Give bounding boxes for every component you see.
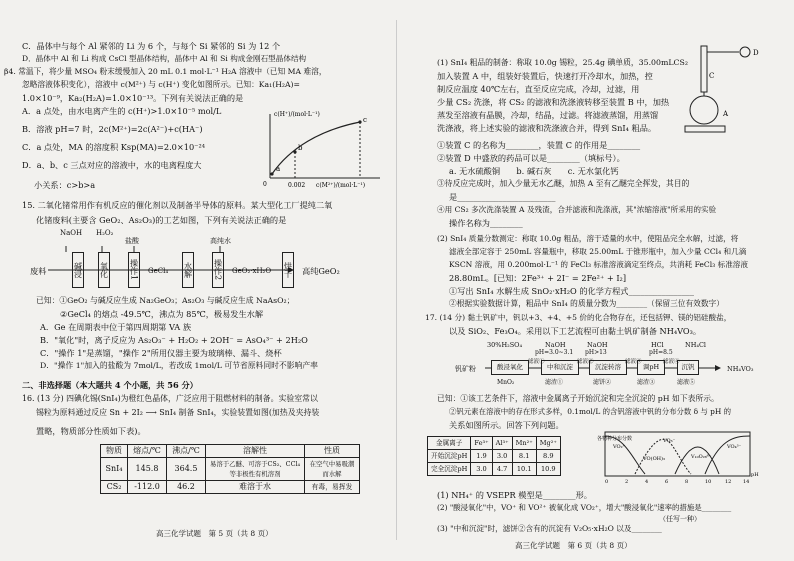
flow-intermediate: GeO₂·xH₂O [232, 267, 272, 275]
text-line: 锡粒为原料通过反应 Sn + 2I₂ ⟶ SnI₄ 制备 SnI₄，实验装置如图(加热及夹持装 [36, 408, 320, 417]
text-line: a. 无水硫酸铜 b. 碱石灰 c. 无水氯化钙 [449, 166, 619, 176]
table-header-row [428, 437, 561, 450]
curve [705, 436, 750, 474]
table-cell: -112.0 [128, 481, 167, 494]
species-label: VO₄³⁻ [727, 444, 742, 450]
text-line: 洗涤液，将上述实验的滤液和洗涤液合并，得到 SnI₄ 粗品。 [437, 123, 657, 133]
table-cell: CS₂ [101, 481, 128, 494]
point-label: b [298, 144, 303, 152]
species-label: V₁₀O₂₈⁶⁻ [691, 454, 712, 460]
text-line: 操作名称为________ [449, 218, 523, 228]
flow-middle: 滤液③ [625, 359, 642, 365]
heater [685, 126, 725, 132]
text-line: 已知：①该工艺条件下，溶液中金属离子开始沉淀和完全沉淀的 pH 如下表所示。 [437, 394, 719, 403]
text-line: β4. 常温下，将少量 MSO₄ 粉末缓慢加入 20 mL 0.1 mol·L⁻¹ H₂A 溶液中（已知 MA 难溶， [4, 67, 327, 76]
flow-byproduct: 滤液⑤ [677, 379, 696, 386]
text-line: ③待反应完成时，加入少量无水乙醚，加热 A 至有乙醚完全挥发，其目的 [437, 179, 690, 188]
y-axis-label: 各物种分布分数 [597, 436, 633, 442]
vanadium-distribution-graph [595, 430, 760, 488]
table-cell: 10.1 [512, 463, 536, 476]
flow-middle: 滤液④ [663, 359, 680, 365]
y-axis-label: c(H⁺)/(mol·L⁻¹) [274, 111, 320, 118]
apparatus-figure [679, 40, 784, 140]
table-cell: 364.5 [166, 458, 205, 481]
text-line: (3) "中和沉淀"时，滤饼②含有的沉淀有 V₂O₅·xH₂O 以及________ [437, 524, 662, 533]
flow-step: 烘干 [282, 252, 294, 288]
flow-step: 酸浸氧化 [491, 360, 529, 375]
text-line: 关系如图所示。回答下列问题。 [449, 420, 564, 430]
table-header: 溶解性 [206, 445, 305, 458]
text-line: 以及 SiO₂、Fe₃O₄。采用以下工艺流程可由黏土钒矿制备 NH₄VO₃。 [449, 326, 702, 336]
table-row [101, 481, 360, 494]
option-d: D．a、b、c 三点对应的溶液中，水的电离程度大 [22, 160, 202, 170]
table-header: Mg²⁺ [536, 437, 560, 450]
point-label: c [363, 116, 367, 124]
question-15: 15. 二氧化锗常用作有机反应的催化剂以及制备半导体的原料。某大型化工厂提纯二氧 [22, 200, 333, 210]
flow-byproduct: 滤渣③ [637, 379, 656, 386]
flow-step: 碱浸 [72, 252, 84, 288]
x-tick: 0 [605, 479, 609, 485]
text-line: 已知：①GeO₂ 与碱反应生成 Na₂GeO₃；As₂O₃ 与碱反应生成 NaAsO₂； [36, 296, 295, 305]
point-a [270, 172, 273, 175]
flow-start: 废料 [30, 266, 47, 276]
page-footer: 高三化学试题 第 6 页（共 8 页） [515, 541, 632, 550]
text-line: D．晶体中 Al 和 Li 构成 CsCl 型晶体结构，晶体中 Al 和 Si 构成金刚石型晶体结构 [22, 54, 307, 63]
x-axis-label: pH [751, 472, 759, 478]
table-cell: 8.9 [536, 450, 560, 463]
flow-middle: 滤液① [528, 359, 545, 365]
flow-label: pH=3.0~3.1 [535, 349, 574, 356]
flow-step: 操作2 [212, 252, 224, 288]
text-line: ①写出 SnI₄ 水解生成 SnO₂·xH₂O 的化学方程式________________ [449, 286, 694, 296]
table-cell: 在空气中易吸潮而水解 [305, 458, 360, 481]
table-header: 金属离子 [428, 437, 471, 450]
text-line: ②GeCl₄ 的熔点 -49.5℃，沸点为 85℃，极易发生水解 [60, 309, 264, 319]
point-c [358, 120, 361, 123]
text-line: (1) SnI₄ 粗品的制备：称取 10.0g 锡粒，25.4g 碘单质，35.00mLCS₂ [437, 58, 688, 67]
text-line: 是________________________ [449, 192, 556, 202]
flow-label: NaOH [587, 341, 608, 349]
species-label: VO(OH)₃ [643, 456, 665, 462]
flow-label: pH>13 [585, 349, 607, 356]
flow-byproduct: MnO₂ [497, 379, 515, 386]
option-c: C．a 点处，MA 的溶度积 Ksp(MA)=2.0×10⁻²⁴ [22, 142, 206, 152]
text-line: ①装置 C 的名称为________，装置 C 的作用是________ [437, 140, 641, 150]
table-cell: 完全沉淀pH [428, 463, 471, 476]
option-b: B．"氧化"时，离子反应为 As₂O₃⁻ + H₂O₂ + 2OH⁻ = AsO₄³⁻ + 2H₂O [40, 335, 308, 345]
table-cell: 4.7 [492, 463, 512, 476]
x-tick: 0.002 [288, 182, 306, 188]
flow-label: H₂O₂ [96, 229, 114, 237]
table-cell: 8.1 [512, 450, 536, 463]
flow-step: 氧化 [98, 252, 110, 288]
x-tick: 4 [645, 479, 649, 485]
text-line: 加入装置 A 中，组装好装置后，快速打开冷却水，加热，控 [437, 71, 653, 81]
flow-step: 水解 [182, 252, 194, 288]
page-footer: 高三化学试题 第 5 页（共 8 页） [156, 529, 273, 538]
table-cell: 有毒，易挥发 [305, 481, 360, 494]
species-label: VO₂⁺ [613, 444, 626, 450]
table-cell: 10.9 [536, 463, 560, 476]
table-cell: 开始沉淀pH [428, 450, 471, 463]
question-17: 17. (14 分) 黏土钒矿中，钒以+3、+4、+5 价的化合物存在，还包括钾、镁的铝硅酸盐， [425, 313, 732, 322]
option-a: A．a 点处，由水电离产生的 c(H⁺)>1.0×10⁻⁵ mol/L [22, 106, 222, 116]
flow-intermediate: GeCl₄ [148, 267, 169, 275]
text-line: ②装置 D 中盛放的药品可以是________（填标号）。 [437, 153, 625, 163]
point-b [293, 150, 296, 153]
text-line: (2) SnI₄ 质量分数测定：称取 10.0g 粗品，溶于适量的水中，使阻品完全水解，过滤，将 [437, 234, 739, 243]
option-a: A．Ge 在周期表中位于第四周期第 VA 族 [40, 322, 192, 332]
flow-step: 沉淀转溶 [589, 360, 627, 375]
flow-label: 盐酸 [125, 237, 139, 245]
table-header-row [101, 445, 360, 458]
text-line: 制反应温度 40℃左右，直至反应完成，冷却，过滤，用 [437, 84, 640, 94]
origin-label: 0 [263, 181, 267, 188]
option-c: C．"操作 1"是蒸馏，"操作 2"所用仪器主要为玻璃棒、漏斗、烧杯 [40, 348, 282, 358]
text-line: C．晶体中与每个 Al 紧邻的 Li 为 6 个，与每个 Si 紧邻的 Si 为 12 个 [22, 41, 281, 51]
right-page [397, 0, 794, 561]
table-cell: 145.8 [128, 458, 167, 481]
table-cell: 难溶于水 [206, 481, 305, 494]
x-axis-label: c(M²⁺)/(mol·L⁻¹) [316, 182, 366, 188]
table-header: Al³⁺ [492, 437, 512, 450]
option-b: B．溶液 pH=7 时，2c(M²⁺)=2c(A²⁻)+c(HA⁻) [22, 124, 203, 134]
svg-text:D: D [753, 49, 759, 57]
drying-tube-d [740, 47, 750, 57]
ph-table [427, 436, 561, 476]
flow-label: NH₄Cl [685, 341, 707, 349]
condenser-c [701, 46, 707, 92]
table-cell: 3.0 [471, 463, 492, 476]
x-tick: 2 [625, 479, 629, 485]
table-header: Fe³⁺ [471, 437, 492, 450]
x-tick: 6 [665, 479, 669, 485]
flow-step: 沉钒 [677, 360, 699, 375]
table-row [428, 450, 561, 463]
text-line: KSCN 溶液，用 0.200mol·L⁻¹ 的 FeCl₃ 标准溶液滴定至终点，共消耗 FeCl₃ 标准溶液 [449, 260, 748, 269]
text-line: 化锗废料(主要含 GeO₂、As₂O₃)的工艺如图，下列有关说法正确的是 [36, 215, 287, 225]
flow-start: 钒矿粉 [455, 365, 476, 373]
curve [272, 122, 360, 174]
text-line: 28.80mL。[已知：2Fe³⁺ + 2I⁻ = 2Fe²⁺ + I₂] [449, 273, 627, 283]
x-tick: 12 [725, 479, 732, 485]
option-d: D．"操作 1"加入的盐酸为 7mol/L，若改成 1mol/L 可节省原料同时不影响产率 [40, 361, 318, 370]
flow-byproduct: 滤饼② [593, 379, 612, 386]
table-header: 熔点/℃ [128, 445, 167, 458]
text-line: 1.0×10⁻⁹，Ka₂(H₂A)=1.0×10⁻¹³。下列有关说法正确的是 [22, 93, 244, 103]
table-cell: 46.2 [166, 481, 205, 494]
text-line: (2) "酸浸氧化"中，VO⁺ 和 VO²⁺ 被氧化成 VO₂⁺，增大"酸浸氧化"速率的措施是________ [437, 503, 732, 512]
table-cell: 3.0 [492, 450, 512, 463]
table-cell: 易溶于乙醚、可溶于CS₂、CCl₄等非极性有机溶剂 [206, 458, 305, 481]
flow-step: 中和沉淀 [541, 360, 579, 375]
flow-label: NaOH [545, 341, 566, 349]
x-tick: 14 [743, 479, 750, 485]
svg-text:A: A [723, 110, 729, 118]
text-line: 置略，物质部分性质如下表)。 [36, 426, 146, 436]
table-cell: SnI₄ [101, 458, 128, 481]
text-line: ②根据实验数据计算，粗品中 SnI₄ 的质量分数为________（保留三位有效数字） [449, 299, 724, 308]
flow-label: pH=8.5 [649, 349, 673, 356]
point-label: a [276, 165, 281, 173]
species-label: VO₃⁻ [663, 438, 676, 444]
text-line: （任写一种） [659, 515, 701, 523]
flow-label: NaOH [60, 229, 83, 237]
text-line: 滤液全部定容于 250mL 容量瓶中，移取 25.00mL 于锥形瓶中，加入少量 CCl₄ 和几滴 [449, 247, 747, 256]
table-header: Mn²⁺ [512, 437, 536, 450]
text-line: 小关系：c>b>a [34, 180, 96, 190]
sni4-property-table [100, 444, 360, 494]
table-cell: 1.9 [471, 450, 492, 463]
section-heading: 二、非选择题（本大题共 4 个小题，共 56 分） [22, 380, 198, 390]
x-tick: 8 [685, 479, 689, 485]
question-16: 16. (13 分) 四碘化锡(SnI₄)为橙红色晶体，广泛应用于阻燃材料的制备。实验室常以 [22, 394, 318, 403]
flow-label: 高纯水 [210, 237, 231, 245]
text-line: ②钒元素在溶液中的存在形式多样，0.1mol/L 的含钒溶液中钒的分布分数 δ 与 pH 的 [449, 407, 732, 416]
flow-label: HCl [651, 341, 664, 349]
flow-end: NH₄VO₃ [727, 365, 754, 373]
text-line: 忽略溶液体积变化），溶液中 c(M²⁺) 与 c(H⁺) 变化如图所示。已知：Ka₁(H₂A)= [22, 80, 300, 89]
flask-a [690, 96, 718, 124]
text-line: 蒸发至溶液有晶膜，冷却，结晶，过滤。将滤液蒸馏，用蒸馏 [437, 110, 659, 120]
text-line: ④用 CS₂ 多次洗涤装置 A 及残渣，合并滤液和洗涤液，其"浓缩溶液"所采用的实验 [437, 205, 717, 214]
flow-step: 操作1 [128, 252, 140, 288]
table-row [101, 458, 360, 481]
table-header: 沸点/℃ [166, 445, 205, 458]
ch-vs-cm-graph [250, 108, 390, 188]
flow-middle: 滤液② [577, 359, 594, 365]
x-tick: 10 [705, 479, 712, 485]
flow-end: 高纯GeO₂ [302, 266, 340, 276]
flow-step: 调pH [637, 360, 665, 375]
table-header: 物质 [101, 445, 128, 458]
table-row [428, 463, 561, 476]
table-header: 性质 [305, 445, 360, 458]
curve [675, 447, 719, 474]
flow-label: 30%H₂SO₄ [487, 341, 523, 349]
flow-byproduct: 滤渣① [545, 379, 564, 386]
text-line: 少量 CS₂ 洗涤，将 CS₂ 的滤液和洗涤液转移至装置 B 中，加热 [437, 97, 670, 107]
svg-text:C: C [709, 72, 715, 80]
text-line: (1) NH₄⁺ 的 VSEPR 模型是________形。 [437, 490, 592, 500]
